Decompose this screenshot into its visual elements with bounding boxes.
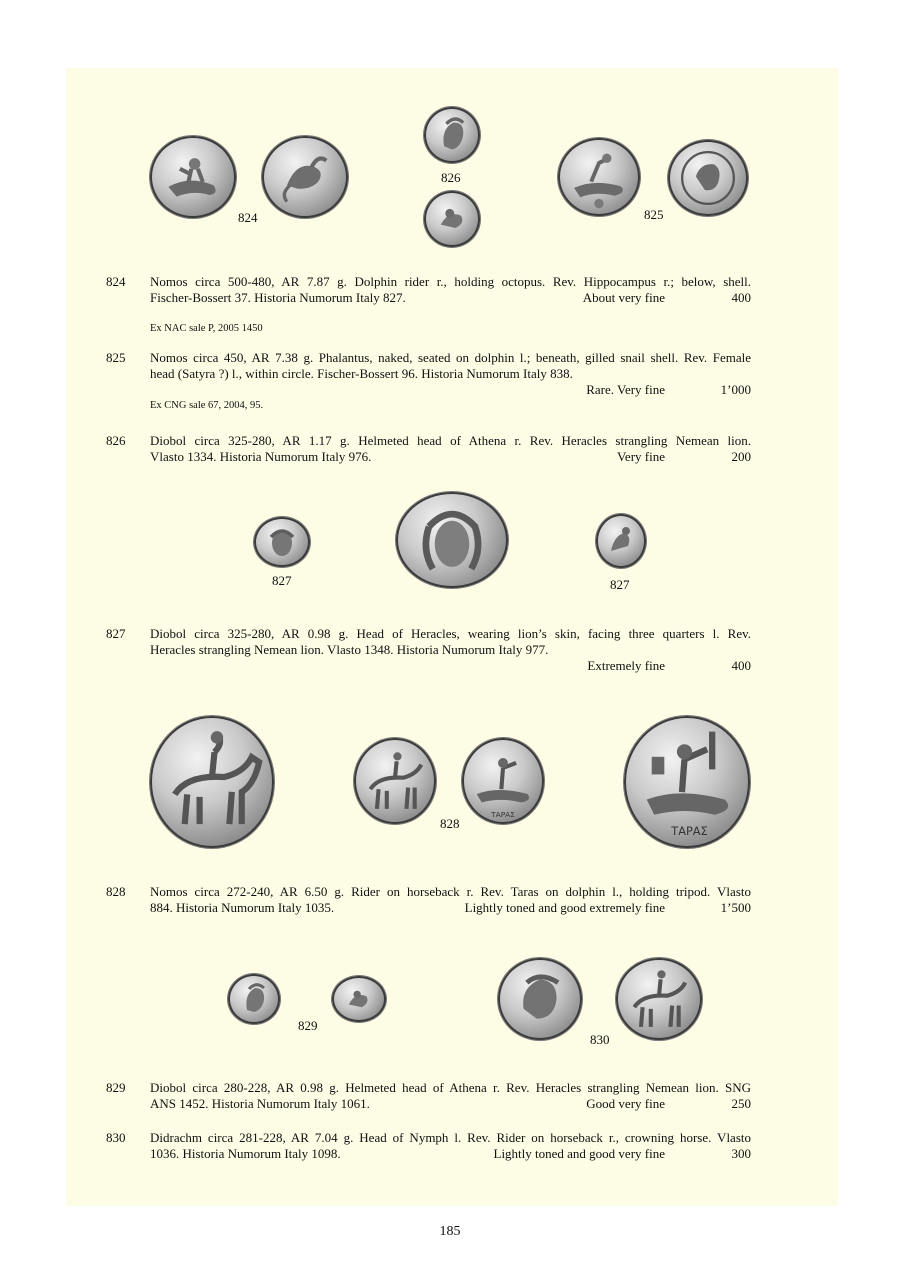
lot-grade-line bbox=[150, 658, 751, 674]
lot-description-line2: 1036. Historia Numorum Italy 1098. Lightly toned and good very fine 300 bbox=[150, 1146, 751, 1161]
coin-825-reverse-image bbox=[668, 140, 748, 216]
lot-description-line1: Nomos circa 272-240, AR 6.50 g. Rider on horseback r. Rev. Taras on dolphin l., holding tripod. Vlasto bbox=[150, 884, 751, 899]
lot-grade: Lightly toned and good extremely fine bbox=[464, 900, 665, 915]
plate-label-830: 830 bbox=[590, 1032, 610, 1047]
plate-label-828: 828 bbox=[440, 816, 460, 831]
coin-827-obverse-image bbox=[254, 517, 310, 567]
coin-826-obverse-image bbox=[424, 107, 480, 163]
lot-estimate: 300 bbox=[731, 1146, 751, 1161]
lot-description-line2: Vlasto 1334. Historia Numorum Italy 976. Very fine 200 bbox=[150, 449, 751, 464]
lot-number: 825 bbox=[106, 350, 126, 365]
coin-828-reverse-enlarged-image bbox=[624, 716, 750, 848]
lot-number: 824 bbox=[106, 274, 126, 289]
lot-estimate: 400 bbox=[731, 658, 751, 673]
coin-826-reverse-image bbox=[424, 191, 480, 247]
lot-description-line2: Heracles strangling Nemean lion. Vlasto 1348. Historia Numorum Italy 977. bbox=[150, 642, 549, 657]
lot-estimate: 400 bbox=[731, 290, 751, 305]
lot-estimate: 250 bbox=[731, 1096, 751, 1111]
plate-label-826: 826 bbox=[441, 170, 461, 185]
svg-text:ΤΑΡΑΣ: ΤΑΡΑΣ bbox=[491, 810, 515, 820]
lot-grade: Lightly toned and good very fine bbox=[493, 1146, 665, 1161]
lot-description-line1: Nomos circa 500-480, AR 7.87 g. Dolphin rider r., holding octopus. Rev. Hippocampus r.; below, shell. bbox=[150, 274, 751, 289]
lot-description-line1: Diobol circa 325-280, AR 1.17 g. Helmeted head of Athena r. Rev. Heracles strangling Nemean lion. bbox=[150, 433, 751, 448]
lot-estimate: 1’000 bbox=[720, 382, 751, 397]
lot-description-line2: head (Satyra ?) l., within circle. Fischer-Bossert 96. Historia Numorum Italy 838. bbox=[150, 366, 573, 381]
coin-829-obverse-image bbox=[228, 974, 280, 1024]
lot-grade: Good very fine bbox=[586, 1096, 665, 1111]
svg-text:ΤΑΡΑΣ: ΤΑΡΑΣ bbox=[671, 823, 708, 838]
lot-description-line2: Fischer-Bossert 37. Historia Numorum Italy 827. About very fine 400 bbox=[150, 290, 751, 305]
lot-description-line1: Didrachm circa 281-228, AR 7.04 g. Head of Nymph l. Rev. Rider on horseback r., crowning horse. Vlasto bbox=[150, 1130, 751, 1145]
lot-estimate: 1’500 bbox=[720, 900, 751, 915]
lot-description-line1: Diobol circa 280-228, AR 0.98 g. Helmeted head of Athena r. Rev. Heracles strangling Nemean lion. SNG bbox=[150, 1080, 751, 1095]
coin-828-reverse-image bbox=[462, 738, 544, 824]
coin-828-obverse-enlarged-image bbox=[150, 716, 274, 848]
lot-number: 830 bbox=[106, 1130, 126, 1145]
lot-description-line1: Diobol circa 325-280, AR 0.98 g. Head of Heracles, wearing lion’s skin, facing three quarters l. Rev. bbox=[150, 626, 751, 641]
plate-label-824: 824 bbox=[238, 210, 258, 225]
lot-grade: Rare. Very fine bbox=[586, 382, 665, 397]
coin-830-obverse-image bbox=[498, 958, 582, 1040]
coin-828-obverse-image bbox=[354, 738, 436, 824]
lot-825-provenance: Ex CNG sale 67, 2004, 95. bbox=[150, 400, 264, 411]
lot-number: 826 bbox=[106, 433, 126, 448]
lot-description-line1: Nomos circa 450, AR 7.38 g. Phalantus, naked, seated on dolphin l.; beneath, gilled snail shell. Rev. Female bbox=[150, 350, 751, 365]
coin-827-enlarged-image bbox=[396, 492, 508, 588]
lot-grade: About very fine bbox=[582, 290, 665, 305]
plate-label-827-left: 827 bbox=[272, 573, 292, 588]
coin-830-reverse-image bbox=[616, 958, 702, 1040]
coin-824-obverse-image bbox=[150, 136, 236, 218]
lot-description-line2: ANS 1452. Historia Numorum Italy 1061. Good very fine 250 bbox=[150, 1096, 751, 1111]
lot-grade-line bbox=[150, 382, 751, 398]
lot-description-line2: 884. Historia Numorum Italy 1035. Lightly toned and good extremely fine 1’500 bbox=[150, 900, 751, 915]
coin-825-obverse-image bbox=[558, 138, 640, 216]
lot-number: 827 bbox=[106, 626, 126, 641]
plate-label-829: 829 bbox=[298, 1018, 318, 1033]
lot-number: 828 bbox=[106, 884, 126, 899]
coin-829-reverse-image bbox=[332, 976, 386, 1022]
page-number: 185 bbox=[439, 1224, 461, 1239]
plate-label-825: 825 bbox=[644, 207, 664, 222]
lot-grade: Extremely fine bbox=[587, 658, 665, 673]
lot-estimate: 200 bbox=[731, 449, 751, 464]
lot-824-provenance: Ex NAC sale P, 2005 1450 bbox=[150, 323, 263, 334]
coin-824-reverse-image bbox=[262, 136, 348, 218]
coin-827-reverse-image bbox=[596, 514, 646, 568]
lot-number: 829 bbox=[106, 1080, 126, 1095]
plate-label-827-right: 827 bbox=[610, 577, 630, 592]
lot-grade: Very fine bbox=[616, 449, 665, 464]
